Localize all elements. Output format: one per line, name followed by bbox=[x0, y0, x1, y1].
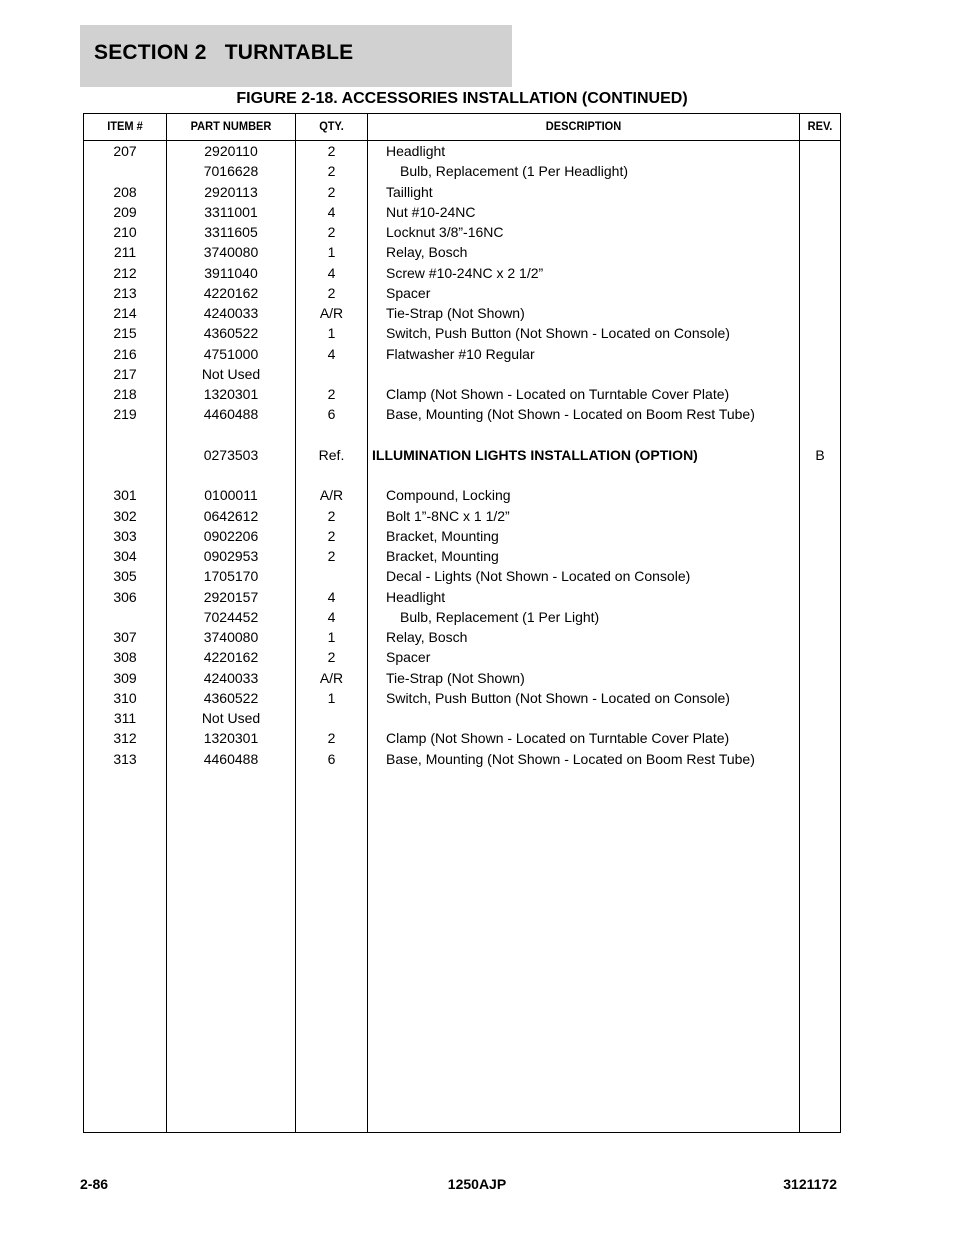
header-qty: QTY. bbox=[319, 119, 344, 133]
cell-description: Relay, Bosch bbox=[386, 244, 468, 261]
page-number: 2-86 bbox=[80, 1176, 109, 1192]
cell-item: 309 bbox=[113, 669, 137, 686]
cell-qty: 2 bbox=[327, 649, 336, 666]
cell-qty: 4 bbox=[327, 608, 336, 625]
table-row bbox=[84, 445, 840, 465]
cell-part-number: 4240033 bbox=[203, 305, 259, 321]
cell-item: 219 bbox=[113, 406, 137, 423]
cell-description: Locknut 3/8”-16NC bbox=[386, 224, 504, 240]
cell-item: 217 bbox=[113, 365, 137, 382]
cell-part-number: 0642612 bbox=[203, 507, 259, 524]
cell-part-number: 2920110 bbox=[204, 143, 258, 159]
cell-item: 305 bbox=[113, 568, 137, 585]
cell-item: 306 bbox=[113, 588, 137, 605]
cell-part-number: 1705170 bbox=[203, 568, 259, 585]
cell-part-number: 7024452 bbox=[203, 608, 259, 625]
figure-title: FIGURE 2-18. ACCESSORIES INSTALLATION (CONTINUED) bbox=[236, 90, 688, 107]
table-row bbox=[84, 749, 840, 769]
cell-description: ILLUMINATION LIGHTS INSTALLATION (OPTION) bbox=[372, 446, 698, 463]
cell-qty: Ref. bbox=[318, 446, 345, 463]
cell-description: Clamp (Not Shown - Located on Turntable Cover Plate) bbox=[386, 386, 730, 402]
cell-part-number: 7016628 bbox=[203, 163, 259, 180]
cell-part-number: 0273503 bbox=[203, 446, 259, 463]
section-banner bbox=[80, 25, 512, 87]
cell-item: 313 bbox=[113, 750, 137, 767]
cell-part-number: 3311001 bbox=[204, 203, 258, 220]
header-part-number: PART NUMBER bbox=[190, 119, 272, 133]
cell-part-number: 4360522 bbox=[203, 325, 259, 342]
cell-qty: 1 bbox=[327, 244, 336, 261]
cell-description: Flatwasher #10 Regular bbox=[386, 345, 535, 362]
cell-part-number: 4240033 bbox=[203, 669, 259, 686]
cell-part-number: 3740080 bbox=[203, 629, 259, 645]
cell-qty: 2 bbox=[327, 527, 336, 544]
cell-qty: A/R bbox=[319, 669, 344, 686]
cell-qty: 2 bbox=[327, 183, 336, 200]
cell-part-number: 4460488 bbox=[203, 750, 259, 767]
cell-item: 311 bbox=[113, 710, 137, 726]
cell-description: Bulb, Replacement (1 Per Headlight) bbox=[400, 163, 629, 180]
table-spacer-row bbox=[84, 425, 840, 445]
cell-qty: 2 bbox=[327, 386, 336, 402]
table-row bbox=[84, 364, 840, 384]
table-row bbox=[84, 242, 840, 262]
table-row bbox=[84, 506, 840, 526]
cell-description: Screw #10-24NC x 2 1/2” bbox=[386, 264, 544, 281]
cell-part-number: 4751000 bbox=[203, 345, 259, 362]
header-item: ITEM # bbox=[107, 119, 143, 133]
cell-qty: 2 bbox=[327, 163, 336, 180]
cell-part-number: 0902953 bbox=[203, 548, 259, 564]
cell-qty: 6 bbox=[327, 750, 336, 767]
cell-part-number: 4220162 bbox=[203, 649, 259, 666]
cell-item: 214 bbox=[113, 305, 137, 321]
cell-description: Bulb, Replacement (1 Per Light) bbox=[400, 608, 600, 625]
table-row bbox=[84, 587, 840, 607]
cell-part-number: Not Used bbox=[201, 710, 261, 726]
cell-qty: 4 bbox=[327, 345, 336, 362]
cell-item: 210 bbox=[113, 224, 137, 240]
cell-item: 218 bbox=[113, 386, 137, 402]
cell-description: Bracket, Mounting bbox=[386, 527, 499, 544]
table-row bbox=[84, 647, 840, 667]
cell-description: Switch, Push Button (Not Shown - Located on Console) bbox=[386, 325, 730, 342]
table-row bbox=[84, 384, 840, 404]
table-row bbox=[84, 202, 840, 222]
cell-qty: 6 bbox=[327, 406, 336, 423]
cell-item: 303 bbox=[113, 527, 137, 544]
table-row bbox=[84, 526, 840, 546]
table-row bbox=[84, 222, 840, 242]
cell-part-number: 2920157 bbox=[203, 588, 259, 605]
cell-item: 310 bbox=[113, 689, 137, 706]
table-body bbox=[84, 141, 840, 769]
table-row bbox=[84, 668, 840, 688]
cell-description: Spacer bbox=[386, 649, 431, 666]
cell-qty: 1 bbox=[327, 689, 336, 706]
cell-qty: 2 bbox=[327, 507, 336, 524]
cell-qty: 2 bbox=[327, 224, 336, 240]
section-title: SECTION 2 TURNTABLE bbox=[94, 41, 354, 64]
cell-description: Base, Mounting (Not Shown - Located on Boom Rest Tube) bbox=[386, 750, 755, 767]
cell-part-number: 3740080 bbox=[203, 244, 259, 261]
cell-qty: 4 bbox=[327, 588, 336, 605]
table-row bbox=[84, 344, 840, 364]
cell-part-number: 4460488 bbox=[203, 406, 259, 423]
table-row bbox=[84, 263, 840, 283]
cell-item: 212 bbox=[113, 264, 137, 281]
table-row bbox=[84, 566, 840, 586]
cell-part-number: 4220162 bbox=[203, 284, 259, 301]
cell-qty: 2 bbox=[327, 548, 336, 564]
cell-description: Spacer bbox=[386, 284, 431, 301]
cell-item: 307 bbox=[113, 629, 137, 645]
cell-part-number: 0100011 bbox=[204, 487, 258, 504]
cell-part-number: 0902206 bbox=[203, 527, 259, 544]
cell-item: 215 bbox=[113, 325, 137, 342]
table-row bbox=[84, 182, 840, 202]
table-row bbox=[84, 323, 840, 343]
table-row bbox=[84, 283, 840, 303]
cell-description: Tie-Strap (Not Shown) bbox=[386, 305, 525, 321]
cell-item: 312 bbox=[113, 730, 137, 747]
cell-description: Headlight bbox=[386, 588, 446, 605]
cell-qty: 2 bbox=[327, 730, 336, 747]
cell-part-number: 4360522 bbox=[203, 689, 259, 706]
table-row bbox=[84, 627, 840, 647]
cell-qty: 1 bbox=[327, 325, 336, 342]
table-row bbox=[84, 141, 840, 161]
table-row bbox=[84, 303, 840, 323]
cell-qty: 4 bbox=[327, 203, 336, 220]
cell-part-number: 1320301 bbox=[203, 730, 259, 747]
cell-description: Compound, Locking bbox=[386, 487, 511, 504]
table-row bbox=[84, 607, 840, 627]
cell-description: Bracket, Mounting bbox=[386, 548, 499, 564]
cell-item: 302 bbox=[113, 507, 137, 524]
cell-item: 208 bbox=[113, 183, 137, 200]
cell-qty: 2 bbox=[327, 143, 336, 159]
cell-description: Taillight bbox=[386, 183, 433, 200]
cell-description: Decal - Lights (Not Shown - Located on Console) bbox=[386, 568, 691, 585]
table-row bbox=[84, 161, 840, 181]
header-rev: REV. bbox=[807, 119, 833, 133]
cell-description: Nut #10-24NC bbox=[386, 203, 476, 220]
model-name: 1250AJP bbox=[447, 1176, 507, 1192]
cell-qty: 2 bbox=[327, 284, 336, 301]
cell-item: 304 bbox=[113, 548, 137, 564]
cell-item: 213 bbox=[113, 284, 137, 301]
cell-item: 308 bbox=[113, 649, 137, 666]
table-row bbox=[84, 708, 840, 728]
cell-description: Relay, Bosch bbox=[386, 629, 468, 645]
table-spacer-row bbox=[84, 465, 840, 485]
cell-part-number: 2920113 bbox=[204, 183, 258, 200]
cell-item: 211 bbox=[113, 244, 137, 261]
cell-rev: B bbox=[815, 446, 825, 463]
cell-qty: A/R bbox=[319, 305, 344, 321]
cell-part-number: 3911040 bbox=[204, 264, 258, 281]
cell-description: Base, Mounting (Not Shown - Located on Boom Rest Tube) bbox=[386, 406, 755, 423]
header-description: DESCRIPTION bbox=[545, 119, 622, 133]
table-row bbox=[84, 404, 840, 424]
cell-description: Clamp (Not Shown - Located on Turntable Cover Plate) bbox=[386, 730, 730, 747]
cell-description: Switch, Push Button (Not Shown - Located on Console) bbox=[386, 689, 730, 706]
cell-part-number: 1320301 bbox=[203, 386, 259, 402]
document-number: 3121172 bbox=[783, 1176, 837, 1192]
cell-description: Headlight bbox=[386, 143, 446, 159]
table-row bbox=[84, 688, 840, 708]
table-row bbox=[84, 546, 840, 566]
cell-description: Tie-Strap (Not Shown) bbox=[386, 669, 525, 686]
cell-part-number: 3311605 bbox=[204, 224, 258, 240]
cell-part-number: Not Used bbox=[201, 365, 261, 382]
table-row bbox=[84, 728, 840, 748]
cell-qty: 1 bbox=[327, 629, 336, 645]
cell-item: 216 bbox=[113, 345, 137, 362]
cell-item: 301 bbox=[113, 487, 137, 504]
table-row bbox=[84, 485, 840, 505]
cell-item: 207 bbox=[113, 143, 137, 159]
cell-item: 209 bbox=[113, 203, 137, 220]
parts-table bbox=[83, 113, 841, 1133]
cell-qty: 4 bbox=[327, 264, 336, 281]
cell-description: Bolt 1”-8NC x 1 1/2” bbox=[386, 507, 510, 524]
cell-qty: A/R bbox=[319, 487, 344, 504]
